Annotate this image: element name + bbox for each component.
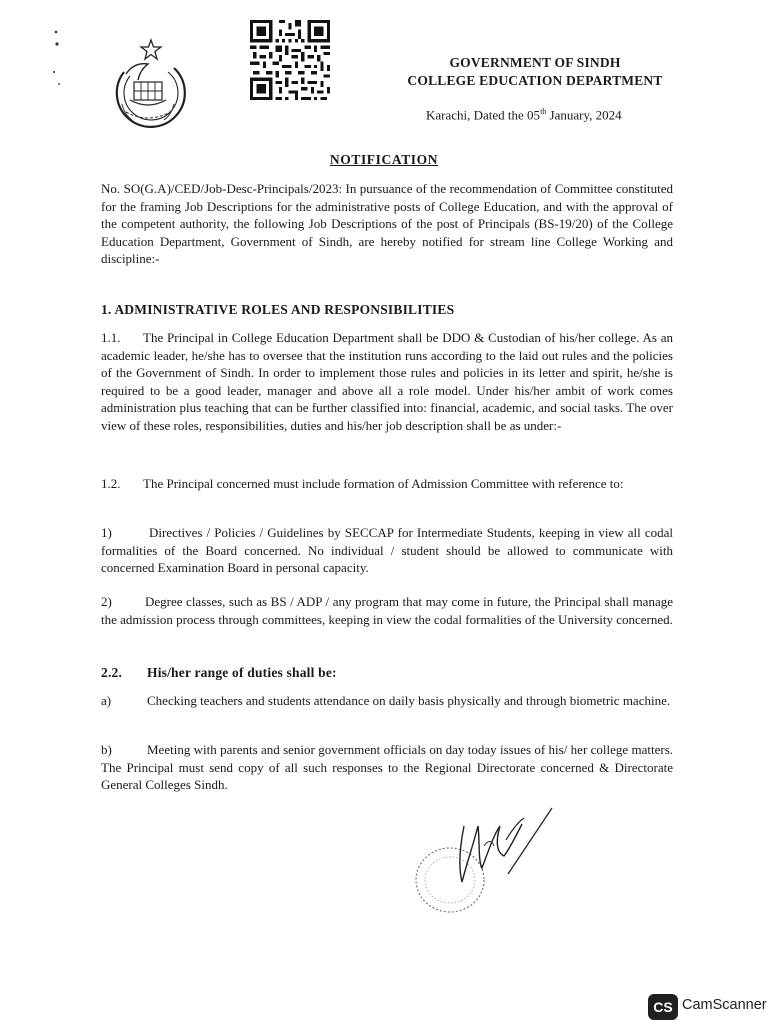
qr-code-icon bbox=[250, 20, 330, 100]
government-seal-icon bbox=[104, 38, 190, 136]
list-letter: a) bbox=[101, 693, 112, 708]
date-suffix-sup: th bbox=[540, 107, 547, 116]
paragraph-text: The Principal concerned must include formation of Admission Committee with reference to: bbox=[143, 476, 624, 491]
paragraph-text: The Principal in College Education Department shall be DDO & Custodian of his/her college. As an academic leader, he/she has to oversee that the institution runs according to the laid out rules and the policies of the Government of Sindh. In order to implement those rules and policies in its letter and spirit, he/she is required to be a good leader, manager and above all a role model. Under his/her ambit of work comes administration plus teaching that can be further classified into: financial, academic, and social tasks. The over view of these roles, responsibilities, duties and his/her job description shall be as under:- bbox=[101, 330, 673, 433]
list-text: Directives / Policies / Guidelines by SECCAP for Intermediate Students, keeping in view all codal formalities of the Board concerned. No individual / student should be allowed to communicate with concerned Examination Board in personal capacity. bbox=[101, 525, 673, 576]
list-text: Meeting with parents and senior government officials on day today issues of his/ her college matters. The Principal must send copy of all such responses to the Regional Directorate concerned & Directorate General Colleges Sindh. bbox=[101, 742, 673, 793]
section-title: His/her range of duties shall be: bbox=[147, 665, 337, 680]
date-prefix: Karachi, Dated the 05 bbox=[426, 107, 541, 123]
list-number: 2) bbox=[101, 594, 112, 609]
header-department: COLLEGE EDUCATION DEPARTMENT bbox=[407, 73, 663, 88]
duty-item-a bbox=[101, 692, 673, 710]
paragraph-number: 1.1. bbox=[101, 330, 121, 345]
section-2-2-heading bbox=[101, 665, 337, 681]
notification-title: NOTIFICATION bbox=[329, 152, 439, 167]
header-government: GOVERNMENT OF SINDH bbox=[449, 55, 621, 70]
paragraph-1-2 bbox=[101, 475, 673, 493]
paragraph-number: 1.2. bbox=[101, 476, 121, 491]
camscanner-watermark bbox=[648, 994, 768, 1020]
date-rest: January, 2024 bbox=[546, 107, 622, 123]
issue-date bbox=[426, 107, 622, 123]
section-number: 2.2. bbox=[101, 665, 123, 680]
intro-paragraph: No. SO(G.A)/CED/Job-Desc-Principals/2023: In pursuance of the recommendation of Committee constituted for the framing Job Descriptions for the administrative posts of College Education, and with the approval of the competent authority, the following Job Descriptions of the post of Principals (BS-19/20) of the College Education Department, Government of Sindh, are hereby notified for stream line College Working and discipline:- bbox=[101, 181, 673, 267]
camscanner-label: CamScanner bbox=[682, 997, 767, 1013]
list-item-1 bbox=[101, 524, 673, 577]
list-text: Degree classes, such as BS / ADP / any program that may come in future, the Principal shall manage the admission process through committees, keeping in view the codal formalities of the University concerned. bbox=[101, 594, 673, 627]
list-text: Checking teachers and students attendance on daily basis physically and through biometric machine. bbox=[147, 693, 671, 708]
paragraph-1-1 bbox=[101, 329, 673, 435]
list-number: 1) bbox=[101, 525, 112, 540]
list-letter: b) bbox=[101, 742, 112, 757]
section-1-heading: 1. ADMINISTRATIVE ROLES AND RESPONSIBILITIES bbox=[101, 302, 455, 317]
duty-item-b bbox=[101, 741, 673, 794]
signature-stamp-icon bbox=[408, 796, 568, 926]
camscanner-logo-icon: CS bbox=[648, 994, 678, 1020]
list-item-2 bbox=[101, 593, 673, 628]
scan-specks bbox=[48, 28, 64, 88]
